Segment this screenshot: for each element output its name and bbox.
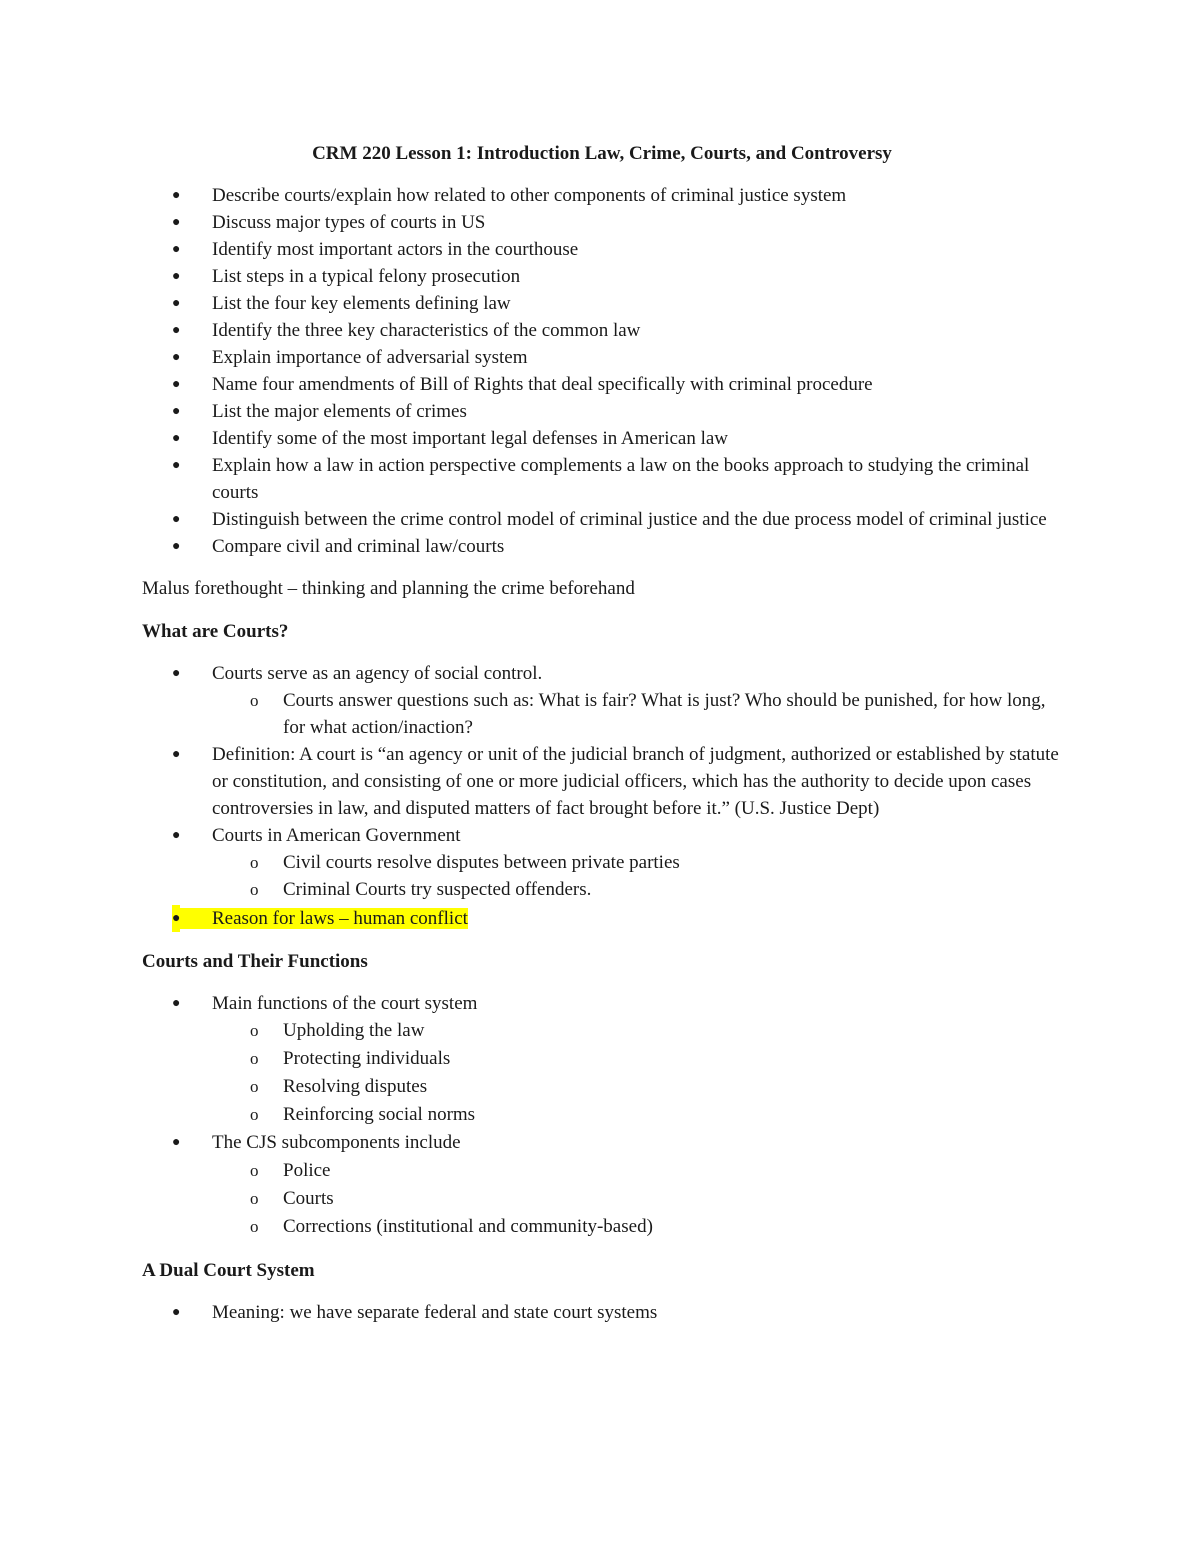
sub-item-text: Courts	[283, 1188, 334, 1209]
list-item	[142, 182, 1062, 209]
sub-list-item	[142, 1101, 1062, 1129]
bullet-icon: ●	[172, 905, 180, 932]
objective-text: Explain how a law in action perspective complements a law on the books approach to studying the criminal courts	[212, 455, 1030, 503]
objective-text: List steps in a typical felony prosecution	[212, 266, 521, 287]
item-text: The CJS subcomponents include	[212, 1132, 461, 1153]
sub-item-text: Civil courts resolve disputes between private parties	[283, 852, 680, 873]
sub-list-item	[142, 1213, 1062, 1241]
list-item-highlighted	[142, 905, 1062, 932]
sub-item-text: Criminal Courts try suspected offenders.	[283, 879, 592, 900]
objective-text: Distinguish between the crime control model of criminal justice and the due process model of criminal justice	[212, 509, 1047, 530]
objective-text: Explain importance of adversarial system	[212, 347, 528, 368]
sub-list	[142, 1017, 1062, 1129]
bullet-icon: ●	[172, 458, 181, 473]
list-item	[142, 741, 1062, 822]
bullet-icon: ●	[172, 188, 181, 203]
bullet-icon: ●	[172, 996, 181, 1011]
list-item	[142, 263, 1062, 290]
sub-list-item	[142, 876, 1062, 903]
sub-item-text: Protecting individuals	[283, 1048, 451, 1069]
list-item	[142, 209, 1062, 236]
list-item	[142, 533, 1062, 560]
list-item	[142, 660, 1062, 741]
sub-item-text: Upholding the law	[283, 1020, 425, 1041]
bullet-icon: ●	[172, 269, 181, 284]
sub-item-text: Resolving disputes	[283, 1076, 428, 1097]
sub-item-text: Police	[283, 1160, 331, 1181]
sub-bullet-icon: o	[250, 691, 259, 710]
bullet-icon: ●	[172, 350, 181, 365]
what-are-courts-list	[142, 660, 1062, 932]
objective-text: Identify most important actors in the courthouse	[212, 239, 579, 260]
bullet-icon: ●	[172, 828, 181, 843]
dual-court-list	[142, 1299, 1062, 1326]
sub-list-item	[142, 1045, 1062, 1073]
sub-list	[142, 687, 1062, 741]
bullet-icon: ●	[172, 666, 181, 681]
bullet-icon: ●	[172, 242, 181, 257]
bullet-icon: ●	[172, 1305, 181, 1320]
objective-text: Identify some of the most important legal defenses in American law	[212, 428, 729, 449]
sub-list-item	[142, 1017, 1062, 1045]
list-item	[142, 371, 1062, 398]
list-item	[142, 452, 1062, 506]
bullet-icon: ●	[172, 404, 181, 419]
objective-text: List the major elements of crimes	[212, 401, 467, 422]
objective-text: Describe courts/explain how related to other components of criminal justice system	[212, 185, 847, 206]
sub-list-item	[142, 1185, 1062, 1213]
sub-list-item	[142, 1073, 1062, 1101]
highlighted-text: Reason for laws – human conflict	[172, 908, 468, 929]
objective-text: Identify the three key characteristics of the common law	[212, 320, 641, 341]
list-item	[142, 506, 1062, 533]
bullet-icon: ●	[172, 296, 181, 311]
section-heading-what-are-courts: What are Courts?	[142, 621, 289, 642]
sub-bullet-icon: o	[250, 1077, 259, 1096]
item-text: Courts in American Government	[212, 825, 461, 846]
sub-list	[142, 1157, 1062, 1241]
objective-text: Name four amendments of Bill of Rights that deal specifically with criminal procedure	[212, 374, 873, 395]
section-heading-functions: Courts and Their Functions	[142, 951, 368, 972]
objectives-list	[142, 182, 1062, 560]
functions-list	[142, 990, 1062, 1241]
sub-bullet-icon: o	[250, 1217, 259, 1236]
sub-bullet-icon: o	[250, 1189, 259, 1208]
list-item	[142, 344, 1062, 371]
sub-bullet-icon: o	[250, 1161, 259, 1180]
bullet-icon: ●	[172, 512, 181, 527]
bullet-icon: ●	[172, 747, 181, 762]
sub-item-text: Courts answer questions such as: What is fair? What is just? Who should be punished, for how long, for what action/inaction?	[283, 690, 1046, 738]
sub-bullet-icon: o	[250, 853, 259, 872]
list-item	[142, 1129, 1062, 1241]
bullet-icon: ●	[172, 377, 181, 392]
bullet-icon: ●	[172, 215, 181, 230]
sub-bullet-icon: o	[250, 1021, 259, 1040]
objective-text: Discuss major types of courts in US	[212, 212, 486, 233]
document-page	[142, 140, 1062, 1326]
sub-bullet-icon: o	[250, 880, 259, 899]
sub-bullet-icon: o	[250, 1049, 259, 1068]
item-text: Meaning: we have separate federal and state court systems	[212, 1302, 658, 1323]
list-item	[142, 398, 1062, 425]
sub-list-item	[142, 687, 1062, 741]
sub-item-text: Corrections (institutional and community-based)	[283, 1216, 653, 1237]
definition-text: Definition: A court is “an agency or unit of the judicial branch of judgment, authorized or established by statute or constitution, and consisting of one or more judicial officers, which has the authority to decide upon cases controversies in law, and disputed matters of fact brought before it.” (U.S. Justice Dept)	[212, 744, 1059, 819]
sub-list-item	[142, 849, 1062, 876]
objective-text: Compare civil and criminal law/courts	[212, 536, 505, 557]
malus-note: Malus forethought – thinking and planning the crime beforehand	[142, 578, 635, 599]
objective-text: List the four key elements defining law	[212, 293, 511, 314]
bullet-icon: ●	[172, 323, 181, 338]
item-text: Courts serve as an agency of social control.	[212, 663, 543, 684]
list-item	[142, 317, 1062, 344]
item-text: Main functions of the court system	[212, 993, 478, 1014]
sub-item-text: Reinforcing social norms	[283, 1104, 476, 1125]
document-title: CRM 220 Lesson 1: Introduction Law, Crime, Courts, and Controversy	[312, 143, 892, 164]
sub-bullet-icon: o	[250, 1105, 259, 1124]
sub-list-item	[142, 1157, 1062, 1185]
list-item	[142, 822, 1062, 903]
bullet-icon: ●	[172, 431, 181, 446]
bullet-icon: ●	[172, 539, 181, 554]
section-heading-dual-court: A Dual Court System	[142, 1260, 315, 1281]
bullet-icon: ●	[172, 1135, 181, 1150]
list-item	[142, 990, 1062, 1129]
sub-list	[142, 849, 1062, 903]
list-item	[142, 1299, 1062, 1326]
list-item	[142, 425, 1062, 452]
list-item	[142, 236, 1062, 263]
list-item	[142, 290, 1062, 317]
